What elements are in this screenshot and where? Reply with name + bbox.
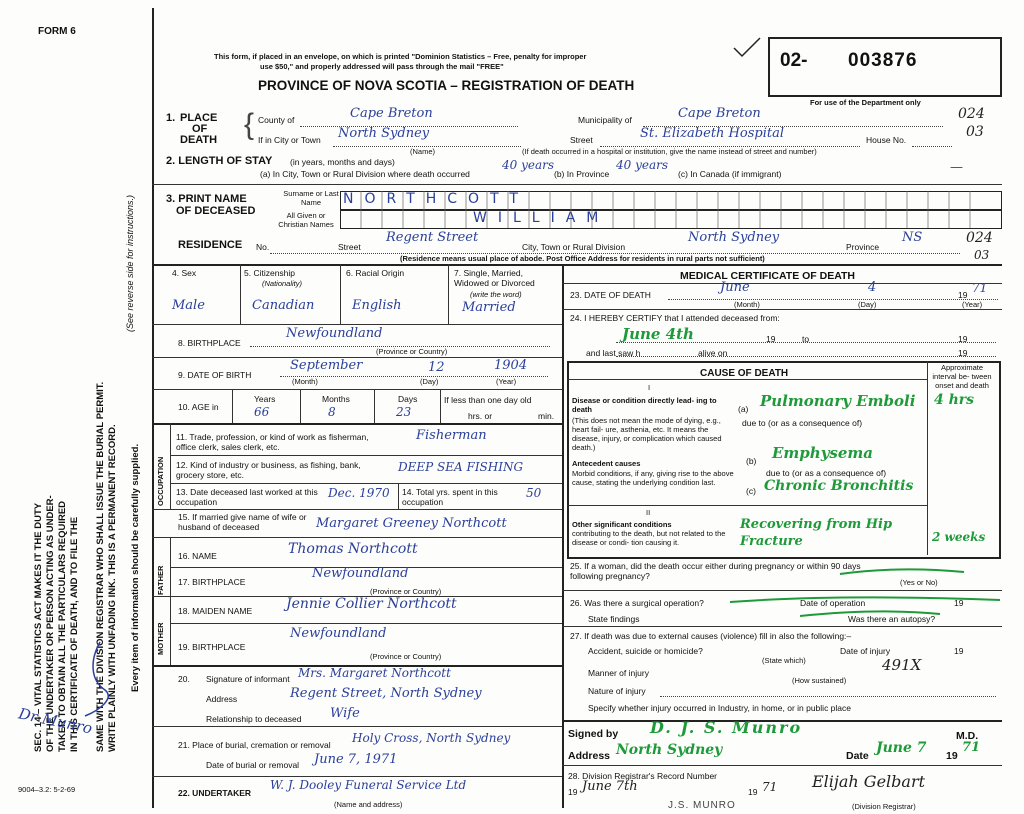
- residence-city-value[interactable]: North Sydney: [688, 230, 780, 245]
- pregnancy-green-stroke: [838, 566, 968, 578]
- birthplace-value[interactable]: Newfoundland: [286, 326, 383, 341]
- signed-by-value[interactable]: D. J. S. Munro: [650, 718, 803, 737]
- dept-code-1: 024: [958, 106, 985, 122]
- divider-stay: [152, 184, 1002, 185]
- place-label-2: OF: [192, 123, 208, 135]
- city-label: If in City or Town: [258, 135, 321, 145]
- burial-value[interactable]: Holy Cross, North Sydney: [352, 731, 511, 745]
- left-margin-signature: Dr Munro: [16, 704, 94, 738]
- burial-date-label: Date of burial or removal: [206, 760, 300, 770]
- antecedent-note: Morbid conditions, if any, giving rise to the above cause, stating the underlying condition last.: [572, 469, 734, 487]
- cause-interval-divider: [927, 361, 928, 555]
- manner-value[interactable]: 491X: [882, 656, 922, 674]
- age-months-value[interactable]: 8: [328, 405, 336, 419]
- divider-medical-title: [562, 283, 1002, 284]
- record-date[interactable]: June 7th: [582, 779, 638, 794]
- residence-no-label: No.: [256, 242, 270, 252]
- divider-dob: [152, 389, 562, 390]
- col-racial-divider: [448, 264, 449, 324]
- sec14-line4: IN THIS CERTIFICATE OF DEATH, AND TO FILE THE: [69, 516, 80, 752]
- how-sustained-sub: (How sustained): [792, 676, 847, 685]
- address-label: Address: [568, 750, 611, 762]
- birthplace-sub: (Province or Country): [376, 347, 448, 356]
- divider-occupation: [152, 509, 562, 510]
- house-line: [912, 146, 952, 147]
- registrar-signature[interactable]: Elijah Gelbart: [812, 772, 926, 791]
- municipality-label: Municipality of: [578, 115, 632, 125]
- divider-pregnancy: [562, 590, 1002, 591]
- mother-name-value[interactable]: Jennie Collier Northcott: [286, 596, 457, 612]
- residence-street-value[interactable]: Regent Street: [386, 230, 479, 245]
- cause-b-value[interactable]: Emphysema: [772, 444, 873, 462]
- autopsy-label: Was there an autopsy?: [848, 614, 936, 624]
- col-sex-divider: [240, 264, 241, 324]
- attended-label: 24. I HEREBY CERTIFY that I attended deceased from:: [570, 313, 780, 323]
- father-birthplace-value[interactable]: Newfoundland: [312, 566, 409, 581]
- sec14-line5: SAME WITH THE DIVISION REGISTRAR WHO SHALL ISSUE THE BURIAL PERMIT.: [95, 381, 106, 752]
- form-code: 9004–3.2: 5-2-69: [18, 785, 76, 794]
- father-birthplace-sub: (Province or Country): [370, 587, 442, 596]
- dob-year[interactable]: 1904: [494, 358, 528, 373]
- surgery-label: 26. Was there a surgical operation?: [570, 598, 704, 608]
- age-hrs: hrs. or: [468, 411, 493, 421]
- sec14-line6: WRITE PLAINLY WITH UNFADING INK. THIS IS A PERMANENT RECORD.: [107, 424, 118, 752]
- occ-q11: 11. Trade, profession, or kind of work as fisherman, office clerk, sales clerk, etc.: [176, 432, 369, 452]
- dob-label: 9. DATE OF BIRTH: [178, 370, 252, 380]
- citizen-sub: (Nationality): [262, 279, 303, 288]
- divider-surgery: [562, 626, 1002, 627]
- citizen-value[interactable]: Canadian: [252, 298, 315, 313]
- reg-prefix: 02-: [780, 50, 808, 71]
- residence-code-1: 024: [966, 230, 993, 246]
- manner-label: Manner of injury: [588, 668, 649, 678]
- burial-label: 21. Place of burial, cremation or removal: [178, 740, 331, 750]
- every-item-note: Every item of information should be carefully supplied.: [130, 443, 141, 692]
- sex-value[interactable]: Male: [172, 298, 205, 313]
- approx-interval-label: Approximate interval be- tween onset and death: [932, 363, 992, 390]
- county-label: County of: [258, 115, 295, 125]
- surname-label: Surname or Last Name: [283, 189, 339, 207]
- dod-day[interactable]: 4: [868, 280, 877, 295]
- name-label-2: OF DECEASED: [176, 205, 256, 217]
- residence-city-label: City, Town or Rural Division: [522, 242, 626, 252]
- father-name-value[interactable]: Thomas Northcott: [288, 541, 418, 557]
- attended-from[interactable]: June 4th: [622, 325, 694, 343]
- record-19-pre: 19: [568, 787, 578, 797]
- column-divider: [562, 264, 564, 808]
- attended-to: to: [802, 334, 810, 344]
- postal-line2: use $50," and properly addressed will pass through the mail "FREE": [260, 62, 504, 71]
- dod-year[interactable]: 71: [972, 281, 988, 295]
- racial-value[interactable]: English: [352, 298, 402, 313]
- occ-q12: 12. Kind of industry or business, as fishing, bank, grocery store, etc.: [176, 460, 361, 480]
- cause-due-to-2: due to (or as a consequence of): [766, 468, 887, 478]
- informant-addr-value[interactable]: Regent Street, North Sydney: [290, 686, 482, 701]
- form-title: PROVINCE OF NOVA SCOTIA – REGISTRATION OF DEATH: [258, 78, 635, 93]
- sex-label: 4. Sex: [172, 268, 197, 278]
- attended-19b: 19: [958, 334, 968, 344]
- hospital-note: (If death occurred in a hospital or institution, give the name instead of street and number): [522, 147, 817, 156]
- cause-title: CAUSE OF DEATH: [700, 368, 789, 379]
- stay-c-value[interactable]: —: [950, 160, 963, 175]
- undertaker-sub: (Name and address): [334, 800, 403, 809]
- last-saw-label: and last saw h: [586, 348, 641, 358]
- age-min: min.: [538, 411, 555, 421]
- age-col-4: [440, 389, 441, 423]
- roman-ii: II: [646, 508, 651, 517]
- divider-informant: [152, 726, 562, 727]
- occ-q14: 14. Total yrs. spent in this occupation: [402, 487, 498, 507]
- undertaker-label: 22. UNDERTAKER: [178, 788, 252, 798]
- cause-due-to-1: due to (or as a consequence of): [742, 418, 863, 428]
- accident-label: Accident, suicide or homicide?: [588, 646, 703, 656]
- col-citizen-divider: [340, 264, 341, 324]
- stay-b-value[interactable]: 40 years: [616, 158, 669, 172]
- signed-by-label: Signed by: [568, 728, 619, 740]
- father-side-label: FATHER: [156, 565, 165, 595]
- dod-label: 23. DATE OF DEATH: [570, 290, 651, 300]
- other-conditions-interval[interactable]: 2 weeks: [932, 530, 986, 544]
- father-name-label: 16. NAME: [178, 551, 217, 561]
- dob-month-sub: (Month): [292, 377, 318, 386]
- citizen-label: 5. Citizenship: [244, 268, 296, 278]
- postal-line1: This form, if placed in an envelope, on which is printed "Dominion Statistics – Free, penalty for improper: [214, 52, 587, 61]
- family-side-divider: [170, 537, 171, 665]
- dod-day-sub: (Day): [858, 300, 877, 309]
- other-conditions-value[interactable]: Recovering from Hip Fracture: [740, 517, 893, 549]
- residence-prov-label: Province: [846, 242, 880, 252]
- dept-use-label: For use of the Department only: [810, 98, 921, 107]
- stay-b-label: (b) In Province: [554, 169, 610, 179]
- street-label: Street: [570, 135, 593, 145]
- informant-rel-value[interactable]: Wife: [330, 706, 360, 721]
- reg-number: 003876: [848, 50, 918, 71]
- informant-sig-value[interactable]: Mrs. Margaret Northcott: [298, 666, 451, 680]
- residence-label: RESIDENCE: [178, 239, 243, 251]
- mother-side-label: MOTHER: [156, 622, 165, 655]
- cause-a-interval[interactable]: 4 hrs: [934, 392, 975, 408]
- state-which-sub: (State which): [762, 656, 806, 665]
- cause-ii-line: [567, 505, 927, 506]
- informant-sig-label: Signature of informant: [206, 674, 290, 684]
- divider-mother-name: [170, 623, 562, 624]
- dod-month[interactable]: June: [720, 280, 750, 295]
- cause-c-value[interactable]: Chronic Bronchitis: [764, 478, 914, 494]
- spouse-value[interactable]: Margaret Greeney Northcott: [316, 516, 507, 531]
- occ-a13[interactable]: Dec. 1970: [328, 486, 390, 500]
- residence-code-2: 03: [974, 248, 990, 262]
- occ-a12[interactable]: DEEP SEA FISHING: [398, 460, 524, 474]
- form-left-border: [152, 8, 154, 808]
- dod-month-sub: (Month): [734, 300, 760, 309]
- specify-label: Specify whether injury occurred in Industry, in home, or in public place: [588, 703, 851, 713]
- nature-label: Nature of injury: [588, 686, 646, 696]
- age-label: 10. AGE in: [178, 402, 219, 412]
- nature-line: [660, 696, 996, 697]
- disease-note: (This does not mean the mode of dying, e.g., heart fail- ure, asthenia, etc. It means the disease, injury, or complication which caused death.): [572, 416, 722, 452]
- father-birthplace-label: 17. BIRTHPLACE: [178, 577, 246, 587]
- date-label: Date: [846, 750, 869, 762]
- record-number-label: 28. Division Registrar's Record Number: [568, 771, 718, 781]
- division-registrar-sub: (Division Registrar): [852, 802, 916, 811]
- alive-line: [616, 356, 996, 357]
- external-label: 27. If death was due to external causes (violence) fill in also the following:–: [570, 631, 852, 641]
- age-col-3: [374, 389, 375, 423]
- dod-line: [668, 299, 998, 300]
- burial-date-value[interactable]: June 7, 1971: [314, 752, 398, 767]
- dob-year-sub: (Year): [496, 377, 517, 386]
- age-days-label: Days: [398, 394, 418, 404]
- pregnancy-sub: (Yes or No): [900, 578, 938, 587]
- marital-sub: (write the word): [470, 290, 522, 299]
- age-years-value[interactable]: 66: [254, 405, 270, 419]
- divider-q11: [170, 455, 562, 456]
- street-value[interactable]: St. Elizabeth Hospital: [640, 126, 784, 141]
- cause-b-label: (b): [746, 456, 757, 466]
- residence-street-label: Street: [338, 242, 361, 252]
- checkmark-icon: [732, 36, 762, 58]
- birthplace-label: 8. BIRTHPLACE: [178, 338, 241, 348]
- md-label: M.D.: [956, 730, 979, 742]
- municipality-value[interactable]: Cape Breton: [678, 106, 761, 121]
- mother-birthplace-sub: (Province or Country): [370, 652, 442, 661]
- informant-num: 20.: [178, 674, 190, 684]
- name-label-1: 3. PRINT NAME: [166, 193, 247, 205]
- divider-dod: [562, 309, 1002, 310]
- medical-title: MEDICAL CERTIFICATE OF DEATH: [680, 270, 855, 282]
- mother-birthplace-value[interactable]: Newfoundland: [290, 626, 387, 641]
- address-value[interactable]: North Sydney: [616, 742, 723, 758]
- alive-on-label: alive on: [698, 348, 728, 358]
- age-days-value[interactable]: 23: [396, 405, 412, 419]
- pregnancy-label: 25. If a woman, did the death occur either during pregnancy or within 90 days following pregnancy?: [570, 561, 861, 581]
- age-less-day: If less than one day old: [444, 395, 532, 405]
- surgery-date-label: Date of operation: [800, 598, 866, 608]
- given-value: WILLIAM: [473, 210, 610, 226]
- stay-label: 2. LENGTH OF STAY: [166, 155, 273, 167]
- divider-burial: [152, 776, 562, 777]
- house-label: House No.: [866, 135, 907, 145]
- age-months-label: Months: [322, 394, 350, 404]
- surgery-19: 19: [954, 598, 964, 608]
- divider-age: [152, 423, 562, 425]
- racial-label: 6. Racial Origin: [346, 268, 405, 278]
- occ-a14[interactable]: 50: [526, 486, 542, 500]
- city-value[interactable]: North Sydney: [338, 126, 430, 141]
- roman-i: I: [648, 383, 651, 392]
- occ-q13: 13. Date deceased last worked at this occupation: [176, 487, 318, 507]
- age-col-1: [232, 389, 233, 423]
- divider-residence: [152, 264, 1002, 266]
- surgery-green-strokes: [700, 592, 1000, 622]
- date-year-pre: 19: [946, 750, 958, 762]
- cause-a-label: (a): [738, 404, 749, 414]
- spouse-label: 15. If married give name of wife or husband of deceased: [178, 512, 307, 532]
- registrar-stamp: J.S. MUNRO: [668, 800, 736, 811]
- dob-day-sub: (Day): [420, 377, 439, 386]
- given-label: All Given or Christian Names: [278, 211, 334, 229]
- attended-19a: 19: [766, 334, 776, 344]
- sec14-line3: TAKER TO OBTAIN ALL THE PARTICULARS REQUIRED: [57, 500, 68, 752]
- occupation-side-label: OCCUPATION: [156, 456, 165, 506]
- divider-signed: [562, 765, 1002, 766]
- injury-date-label: Date of injury: [840, 646, 891, 656]
- margin-pen-stroke: [70, 640, 130, 720]
- stay-sub: (in years, months and days): [290, 157, 395, 167]
- county-value[interactable]: Cape Breton: [350, 106, 433, 121]
- injury-19: 19: [954, 646, 964, 656]
- last-saw-19: 19: [958, 348, 968, 358]
- cause-title-line: [567, 379, 927, 380]
- sec14-line1: SEC. 14 – VITAL STATISTICS ACT MAKES IT THE DUTY: [33, 502, 44, 752]
- divider-spouse: [152, 537, 562, 538]
- divider-q12: [170, 483, 562, 484]
- occ-a11[interactable]: Fisherman: [416, 428, 487, 443]
- mother-birthplace-label: 19. BIRTHPLACE: [178, 642, 246, 652]
- place-num: 1.: [166, 112, 176, 124]
- dept-code-2: 03: [966, 124, 984, 140]
- residence-note: (Residence means usual place of abode. Post Office Address for residents in rural parts not sufficient): [400, 254, 765, 263]
- other-conditions-label: Other significant conditions: [572, 520, 672, 529]
- marital-value[interactable]: Married: [462, 300, 516, 315]
- date-value[interactable]: June 7: [876, 740, 927, 756]
- place-label-3: DEATH: [180, 134, 218, 146]
- see-reverse-note: (See reverse side for instructions.): [125, 194, 135, 332]
- surname-value: NORTHCOTT: [343, 191, 529, 207]
- name-cell-grid: [340, 191, 1000, 228]
- disease-label: Disease or condition directly lead- ing to death: [572, 396, 717, 414]
- occ-col-divider: [398, 483, 399, 509]
- place-brace: {: [244, 108, 255, 141]
- sec14-line2: OF THE UNDERTAKER OR PERSON ACTING AS UNDER-: [45, 495, 56, 752]
- divider-personal: [152, 324, 562, 325]
- informant-rel-label: Relationship to deceased: [206, 714, 302, 724]
- age-col-2: [300, 389, 301, 423]
- other-conditions-note: contributing to the death, but not related to the disease or condi- tion causing it.: [572, 529, 726, 547]
- antecedent-label: Antecedent causes: [572, 459, 641, 468]
- name-sublabel: (Name): [410, 147, 436, 156]
- record-year-pre: 19: [748, 787, 758, 797]
- date-year[interactable]: 71: [962, 740, 981, 755]
- registration-number-box: [768, 37, 1002, 97]
- attended-line: [616, 342, 996, 343]
- undertaker-value[interactable]: W. J. Dooley Funeral Service Ltd: [270, 778, 467, 792]
- residence-prov-value[interactable]: NS: [902, 230, 923, 245]
- dod-year-pre: 19: [958, 290, 968, 300]
- findings-label: State findings: [588, 614, 640, 624]
- dob-month[interactable]: September: [290, 358, 363, 373]
- occupation-side-divider: [170, 423, 171, 509]
- cause-c-label: (c): [746, 486, 756, 496]
- cause-a-value[interactable]: Pulmonary Emboli: [760, 392, 916, 410]
- dod-year-sub: (Year): [962, 300, 983, 309]
- stay-a-value[interactable]: 40 years: [502, 158, 555, 172]
- stay-a-label: (a) In City, Town or Rural Division where death occurred: [260, 169, 470, 179]
- mother-name-label: 18. MAIDEN NAME: [178, 606, 253, 616]
- informant-addr-label: Address: [206, 694, 238, 704]
- marital-label: 7. Single, Married, Widowed or Divorced: [454, 268, 535, 288]
- dob-day[interactable]: 12: [428, 360, 445, 375]
- age-years-label: Years: [254, 394, 276, 404]
- record-year[interactable]: 71: [762, 780, 778, 794]
- place-label-1: PLACE: [180, 112, 218, 124]
- form-label: FORM 6: [38, 26, 76, 37]
- stay-c-label: (c) In Canada (if immigrant): [678, 169, 782, 179]
